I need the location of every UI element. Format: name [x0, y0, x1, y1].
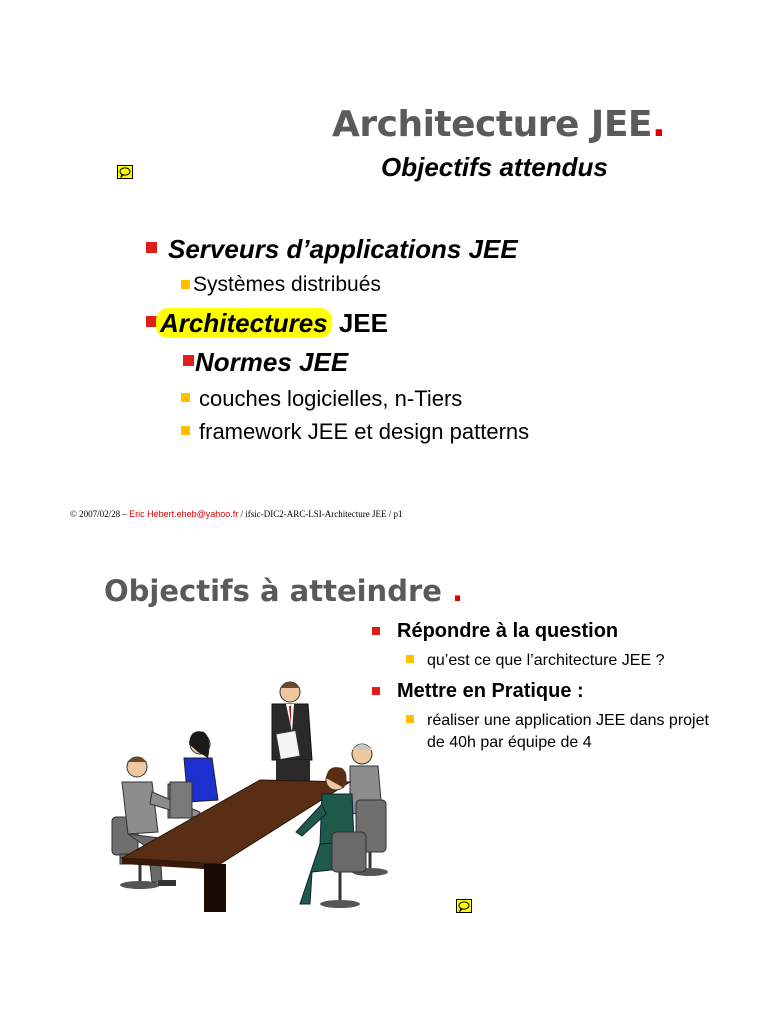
bullet-red-icon	[146, 242, 157, 253]
meeting-illustration	[100, 672, 400, 920]
bullet-yellow-icon	[181, 393, 190, 402]
highlight-marker: Architectures	[156, 308, 332, 338]
bullet-yellow-icon	[181, 280, 190, 289]
list-item: réaliser une application JEE dans projet de 40h par équipe de 4	[427, 712, 709, 751]
list-item: Normes JEE	[195, 347, 349, 377]
list-item: couches logicielles, n-Tiers	[199, 386, 463, 411]
bullet-red-icon	[183, 355, 194, 366]
person-graphic	[170, 731, 218, 818]
list-item: framework JEE et design patterns	[199, 419, 530, 444]
bullet-yellow-icon	[181, 426, 190, 435]
comment-note-icon[interactable]	[117, 165, 133, 179]
slide-footer: © 2007/02/28 – Eric Hébert.eheb@yahoo.fr / ifsic-DIC2-ARC-LSI-Architecture JEE / p1	[70, 509, 403, 519]
slide1-subtitle: Objectifs attendus	[381, 152, 608, 182]
comment-note-icon[interactable]	[456, 899, 472, 913]
slide1-title: Architecture JEE.	[332, 104, 666, 145]
list-item: Serveurs d’applications JEE	[168, 234, 518, 264]
person-graphic	[272, 682, 312, 784]
list-item: Systèmes distribués	[193, 273, 381, 296]
bullet-red-icon	[372, 627, 380, 635]
slide2-title: Objectifs à atteindre .	[104, 574, 464, 608]
list-item: Répondre à la question	[397, 620, 619, 642]
list-item: qu’est ce que l’architecture JEE ?	[427, 652, 665, 669]
list-item: Mettre en Pratique :	[397, 680, 584, 702]
bullet-yellow-icon	[406, 655, 414, 663]
list-item: Architectures JEE	[158, 308, 388, 339]
